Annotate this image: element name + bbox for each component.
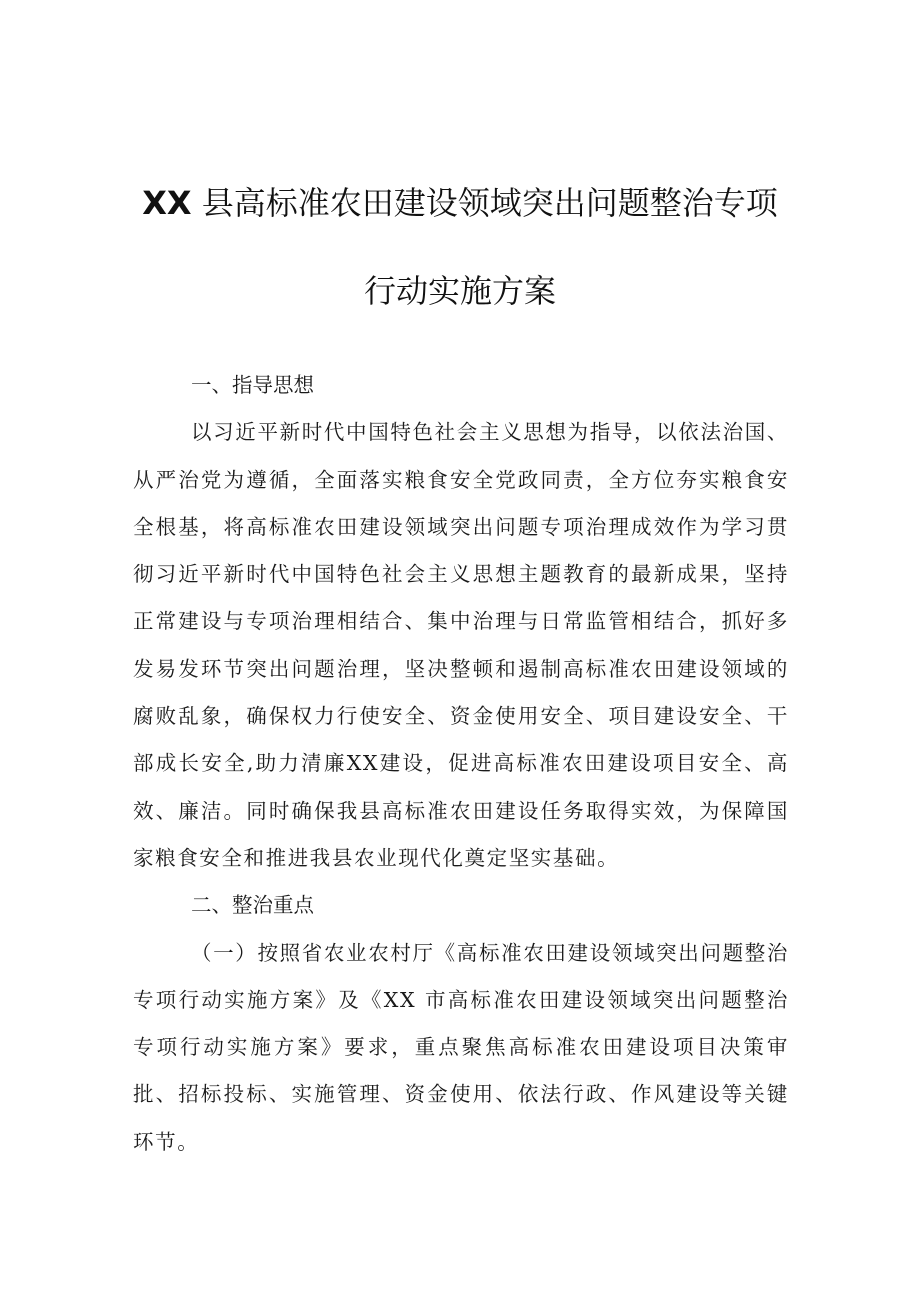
title-line-1-text: 县高标准农田建设领域突出问题整治专项 (191, 184, 778, 222)
section-heading-key-rectification: 二、整治重点 (191, 893, 314, 918)
section-heading-guiding-ideology: 一、指导思想 (191, 373, 314, 397)
title-prefix: XX (142, 184, 192, 222)
paragraph-key-rectification-1: （一）按照省农业农村厅《高标准农田建设领域突出问题整治专项行动实施方案》及《XX 市高标准农田建设领域突出问题整治专项行动实施方案》要求，重点聚焦高标准农田建设项目决策审批、招标投标、实施管理、资金使用、依法行政、作风建设等关键环节。 (133, 940, 789, 1154)
document-title-line-2: 行动实施方案 (363, 272, 556, 310)
paragraph-guiding-ideology: 以习近平新时代中国特色社会主义思想为指导，以依法治国、从严治党为遵循，全面落实粮食安全党政同责，全方位夯实粮食安全根基，将高标准农田建设领域突出问题专项治理成效作为学习贯彻习近平新时代中国特色社会主义思想主题教育的最新成果，坚持正常建设与专项治理相结合、集中治理与日常监管相结合，抓好多发易发环节突出问题治理，坚决整顿和遏制高标准农田建设领域的腐败乱象，确保权力行使安全、资金使用安全、项目建设安全、干部成长安全,助力清廉XX建设，促进高标准农田建设项目安全、高效、廉洁。同时确保我县高标准农田建设任务取得实效，为保障国家粮食安全和推进我县农业现代化奠定坚实基础。 (133, 420, 789, 870)
document-title-line-1 (120, 178, 800, 224)
document-body (133, 362, 789, 1166)
